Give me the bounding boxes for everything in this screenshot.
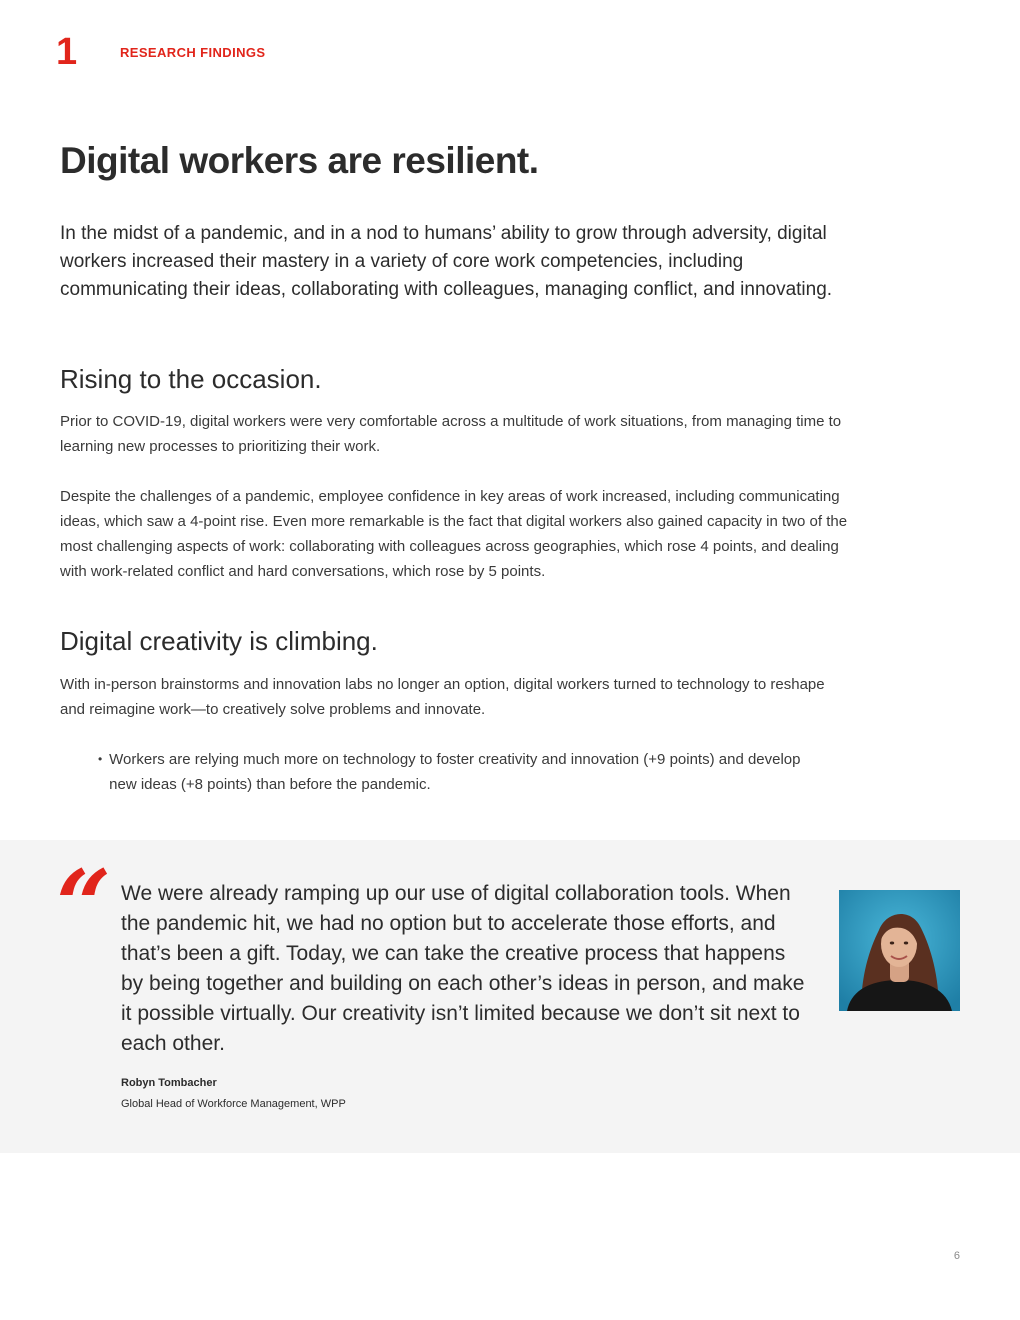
- creativity-paragraph: With in-person brainstorms and innovation labs no longer an option, digital workers turned to technology to reshape and reimagine work—to creatively solve problems and innovate.: [60, 676, 825, 718]
- page-number: 6: [953, 1250, 960, 1262]
- bullet-icon: •: [98, 752, 103, 766]
- bullet-list-item: [98, 747, 818, 797]
- quote-author-title: Global Head of Workforce Management, WPP: [121, 1098, 346, 1110]
- author-photo: [839, 890, 960, 1011]
- rising-paragraph-1: Prior to COVID-19, digital workers were very comfortable across a multitude of work situations, from managing time to learning new processes to prioritizing their work.: [60, 413, 842, 455]
- quote-mark-icon: “: [56, 849, 112, 962]
- rising-paragraph-2: Despite the challenges of a pandemic, employee confidence in key areas of work increased, including communicating ideas, which saw a 4-point rise. Even more remarkable is the fact that digital workers also gained capacity in two of the most challenging aspects of work: collaborating with colleagues across geographies, which rose 4 points, and dealing with work-related conflict and hard conversations, which rose by 5 points.: [60, 488, 848, 580]
- section-number: 1: [56, 31, 78, 73]
- heading-rising-to-the-occasion: Rising to the occasion.: [60, 364, 322, 394]
- page-title: Digital workers are resilient.: [60, 140, 539, 181]
- heading-digital-creativity: Digital creativity is climbing.: [60, 626, 378, 656]
- quote-author-name: Robyn Tombacher: [121, 1077, 217, 1089]
- bullet-text: Workers are relying much more on technology to foster creativity and innovation (+9 points) and develop new ideas (+8 points) than before the pandemic.: [109, 751, 801, 793]
- pull-quote-text: We were already ramping up our use of digital collaboration tools. When the pandemic hit, we had no option but to accelerate those efforts, and that’s been a gift. Today, we can take the creative process that happens by being together and building on each other’s ideas in person, and make it possible virtually. Our creativity isn’t limited because we don’t sit next to each other.: [121, 882, 805, 1055]
- section-label: RESEARCH FINDINGS: [120, 45, 266, 60]
- intro-paragraph: In the midst of a pandemic, and in a nod to humans’ ability to grow through adversity, digital workers increased their mastery in a variety of core work competencies, including communicating their ideas, collaborating with colleagues, managing conflict, and innovating.: [60, 223, 833, 300]
- portrait-illustration: [839, 890, 960, 1011]
